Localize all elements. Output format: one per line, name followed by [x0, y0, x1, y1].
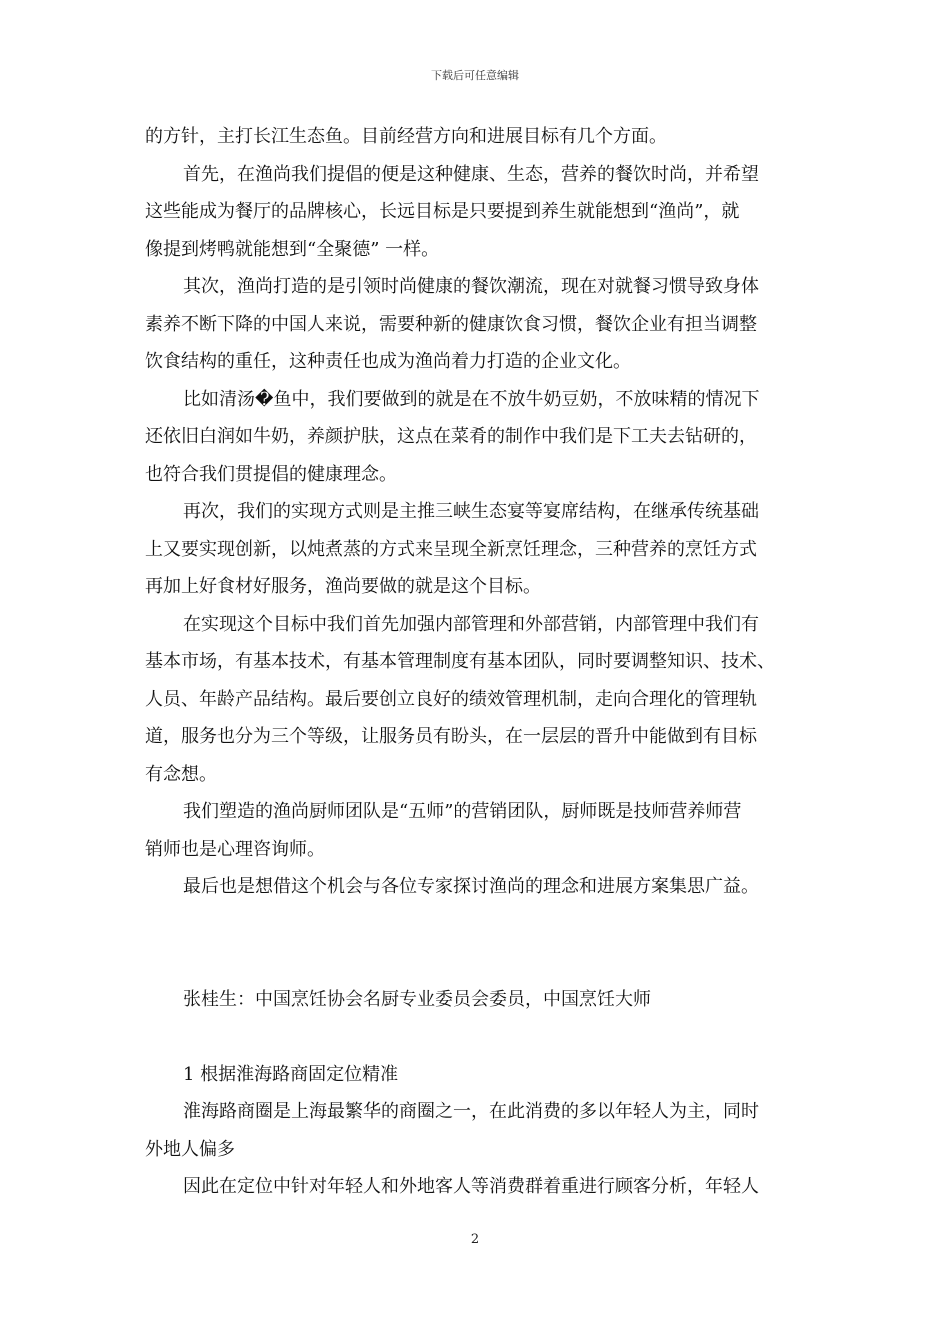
body-line: 销师也是心理咨询师。 — [145, 838, 325, 860]
body-line: 外地人偏多 — [145, 1138, 235, 1160]
speaker-line: 张桂生：中国烹饪协会名厨专业委员会委员，中国烹饪大师 — [183, 988, 651, 1010]
body-line: 最后也是想借这个机会与各位专家探讨渔尚的理念和进展方案集思广益。 — [183, 876, 759, 897]
body-line: 也符合我们贯提倡的健康理念。 — [145, 463, 397, 485]
header-note: 下载后可任意编辑 — [431, 69, 519, 82]
body-line: 素养不断下降的中国人来说，需要种新的健康饮食习惯，餐饮企业有担当调整 — [145, 313, 757, 335]
body-line: 其次，渔尚打造的是引领时尚健康的餐饮潮流，现在对就餐习惯导致身体 — [183, 276, 759, 297]
page-number: 2 — [470, 1232, 480, 1247]
body-line: 上又要实现创新，以炖煮蒸的方式来呈现全新烹饪理念，三种营养的烹饪方式 — [145, 538, 757, 560]
body-line: 还依旧白润如牛奶，养颜护肤，这点在菜肴的制作中我们是下工夫去钻研的， — [145, 426, 757, 447]
body-line: 在实现这个目标中我们首先加强内部管理和外部营销，内部管理中我们有 — [183, 613, 759, 635]
body-line: 这些能成为餐厅的品牌核心，长远目标是只要提到养生就能想到“渔尚”，就 — [145, 201, 740, 222]
body-line: 再加上好食材好服务，渔尚要做的就是这个目标。 — [145, 576, 541, 597]
body-line: 首先，在渔尚我们提倡的便是这种健康、生态，营养的餐饮时尚，并希望 — [183, 163, 759, 185]
body-line: 淮海路商圈是上海最繁华的商圈之一，在此消费的多以年轻人为主，同时 — [183, 1101, 759, 1122]
body-line: 因此在定位中针对年轻人和外地客人等消费群着重进行顾客分析，年轻人 — [183, 1176, 759, 1197]
section-spacer — [145, 1018, 810, 1056]
body-line: 道，服务也分为三个等级，让服务员有盼头，在一层层的晋升中能做到有目标 — [145, 726, 757, 747]
body-line: 的方针，主打长江生态鱼。目前经营方向和进展目标有几个方面。 — [145, 126, 667, 147]
section-spacer — [145, 906, 810, 981]
section-heading: 1 根据淮海路商固定位精准 — [183, 1063, 399, 1085]
document-body — [145, 118, 810, 1206]
body-line: 比如清汤�鱼中，我们要做到的就是在不放牛奶豆奶，不放味精的情况下 — [183, 388, 760, 410]
body-line: 再次，我们的实现方式则是主推三峡生态宴等宴席结构，在继承传统基础 — [183, 501, 759, 522]
body-line: 基本市场，有基本技术，有基本管理制度有基本团队，同时要调整知识、技术、 — [145, 651, 775, 672]
body-line: 像提到烤鸭就能想到“全聚德” 一样。 — [145, 238, 440, 260]
body-line: 人员、年龄产品结构。最后要创立良好的绩效管理机制，走向合理化的管理轨 — [145, 688, 757, 710]
body-line: 我们塑造的渔尚厨师团队是“五师”的营销团队，厨师既是技师营养师营 — [183, 801, 742, 822]
body-line: 饮食结构的重任，这种责任也成为渔尚着力打造的企业文化。 — [145, 351, 631, 372]
body-line: 有念想。 — [145, 763, 217, 785]
